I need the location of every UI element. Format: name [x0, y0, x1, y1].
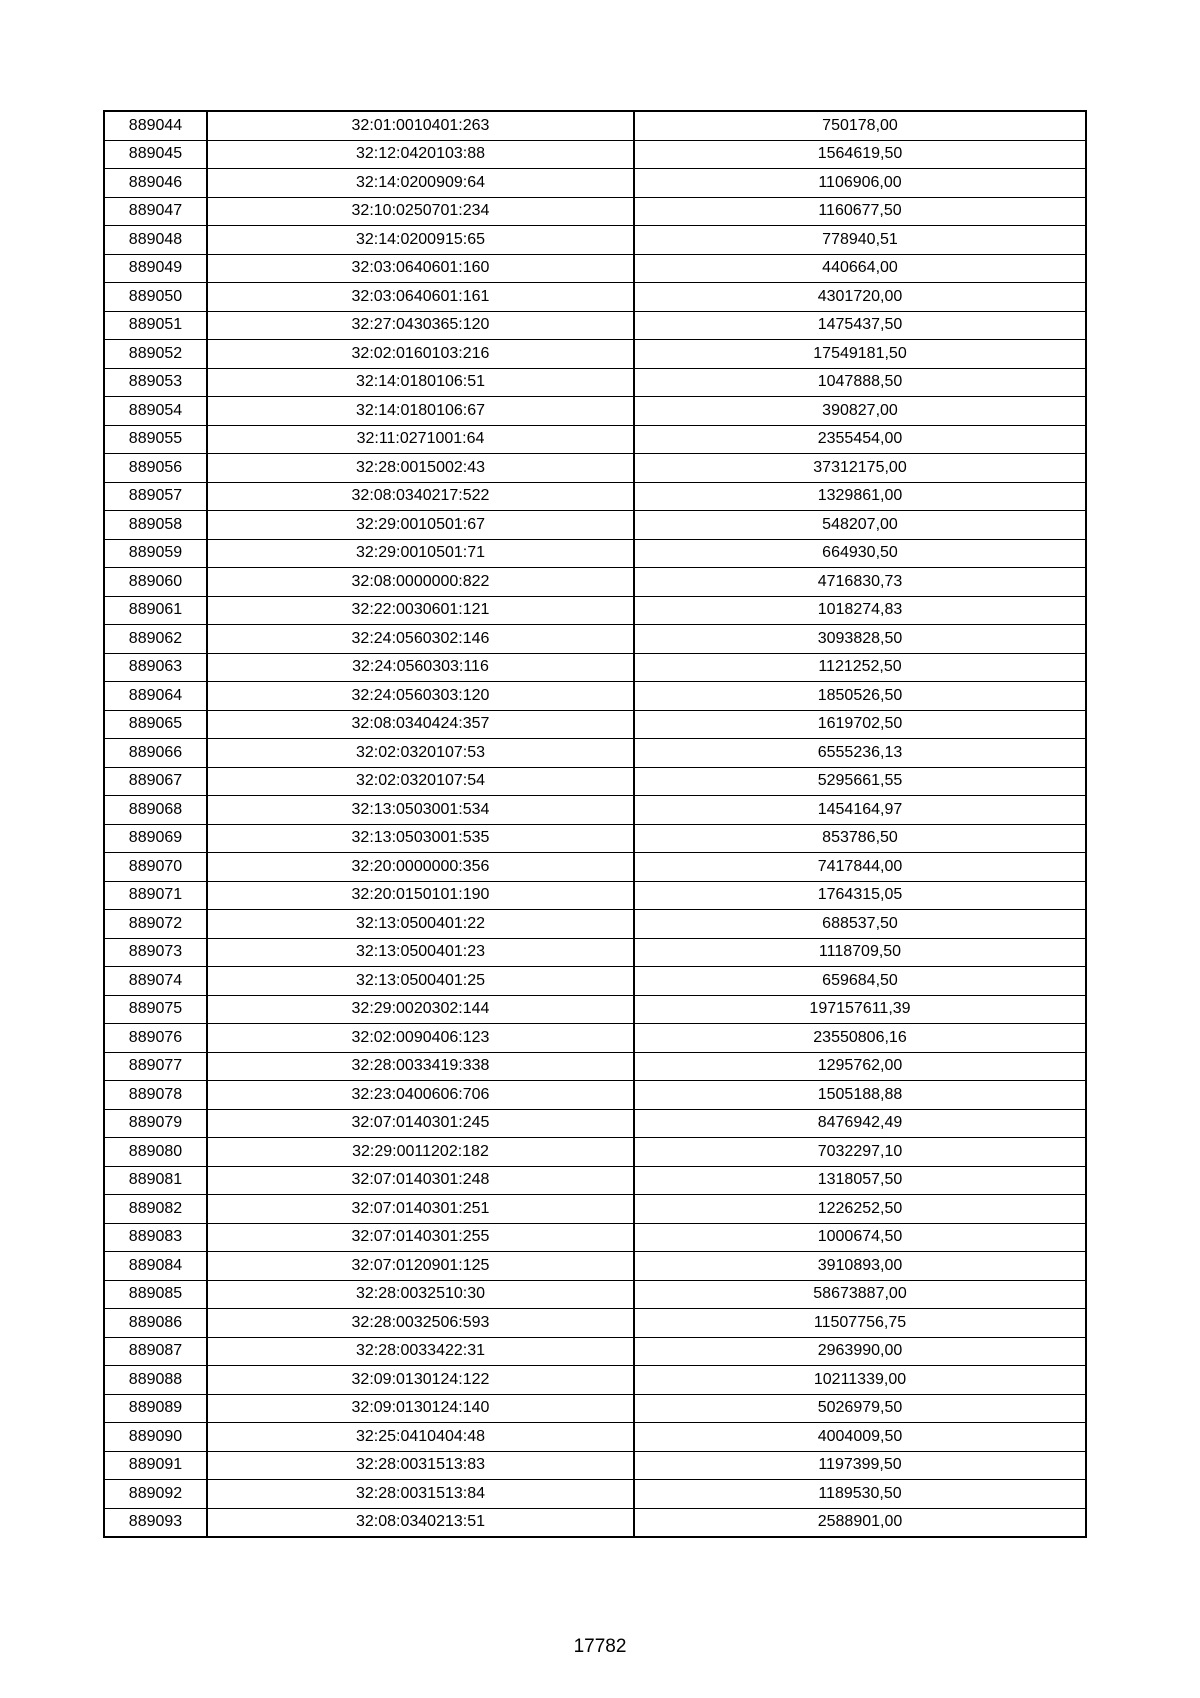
row-id-cell: 889076	[104, 1024, 207, 1053]
row-id-cell: 889082	[104, 1195, 207, 1224]
row-id-cell: 889048	[104, 226, 207, 255]
cadastral-number-cell: 32:28:0032506:593	[207, 1309, 634, 1338]
cadastral-number-cell: 32:11:0271001:64	[207, 425, 634, 454]
value-cell: 2588901,00	[634, 1508, 1086, 1537]
cadastral-number-cell: 32:28:0031513:83	[207, 1451, 634, 1480]
value-cell: 1226252,50	[634, 1195, 1086, 1224]
row-id-cell: 889072	[104, 910, 207, 939]
value-cell: 390827,00	[634, 397, 1086, 426]
page-number: 17782	[573, 1636, 627, 1657]
cadastral-number-cell: 32:08:0340217:522	[207, 482, 634, 511]
cadastral-number-cell: 32:24:0560303:120	[207, 682, 634, 711]
value-cell: 4004009,50	[634, 1423, 1086, 1452]
value-cell: 8476942,49	[634, 1109, 1086, 1138]
row-id-cell: 889059	[104, 539, 207, 568]
table-row	[104, 197, 1086, 226]
cadastral-number-cell: 32:28:0032510:30	[207, 1280, 634, 1309]
value-cell: 1454164,97	[634, 796, 1086, 825]
row-id-cell: 889051	[104, 311, 207, 340]
value-cell: 1106906,00	[634, 169, 1086, 198]
table-row	[104, 169, 1086, 198]
value-cell: 7032297,10	[634, 1138, 1086, 1167]
row-id-cell: 889053	[104, 368, 207, 397]
table-row	[104, 881, 1086, 910]
row-id-cell: 889092	[104, 1480, 207, 1509]
value-cell: 1850526,50	[634, 682, 1086, 711]
cadastral-number-cell: 32:24:0560302:146	[207, 625, 634, 654]
row-id-cell: 889060	[104, 568, 207, 597]
row-id-cell: 889089	[104, 1394, 207, 1423]
value-cell: 3093828,50	[634, 625, 1086, 654]
table-row	[104, 1309, 1086, 1338]
row-id-cell: 889050	[104, 283, 207, 312]
cadastral-number-cell: 32:08:0000000:822	[207, 568, 634, 597]
value-cell: 197157611,39	[634, 995, 1086, 1024]
row-id-cell: 889061	[104, 596, 207, 625]
value-cell: 2963990,00	[634, 1337, 1086, 1366]
value-cell: 1329861,00	[634, 482, 1086, 511]
cadastral-number-cell: 32:29:0011202:182	[207, 1138, 634, 1167]
row-id-cell: 889090	[104, 1423, 207, 1452]
value-cell: 1318057,50	[634, 1166, 1086, 1195]
cadastral-number-cell: 32:28:0033422:31	[207, 1337, 634, 1366]
cadastral-number-cell: 32:02:0320107:54	[207, 767, 634, 796]
row-id-cell: 889087	[104, 1337, 207, 1366]
value-cell: 1295762,00	[634, 1052, 1086, 1081]
table-row	[104, 625, 1086, 654]
row-id-cell: 889044	[104, 111, 207, 140]
value-cell: 750178,00	[634, 111, 1086, 140]
table-body	[104, 111, 1086, 1537]
cadastral-number-cell: 32:07:0140301:248	[207, 1166, 634, 1195]
value-cell: 1475437,50	[634, 311, 1086, 340]
row-id-cell: 889079	[104, 1109, 207, 1138]
table-row	[104, 397, 1086, 426]
cadastral-number-cell: 32:08:0340424:357	[207, 710, 634, 739]
cadastral-number-cell: 32:14:0180106:67	[207, 397, 634, 426]
cadastral-number-cell: 32:09:0130124:122	[207, 1366, 634, 1395]
table-row	[104, 796, 1086, 825]
table-row	[104, 111, 1086, 140]
row-id-cell: 889084	[104, 1252, 207, 1281]
table-row	[104, 482, 1086, 511]
row-id-cell: 889081	[104, 1166, 207, 1195]
value-cell: 4716830,73	[634, 568, 1086, 597]
value-cell: 2355454,00	[634, 425, 1086, 454]
table-row	[104, 1166, 1086, 1195]
table-row	[104, 1423, 1086, 1452]
row-id-cell: 889052	[104, 340, 207, 369]
cadastral-number-cell: 32:14:0200915:65	[207, 226, 634, 255]
value-cell: 1505188,88	[634, 1081, 1086, 1110]
table-row	[104, 568, 1086, 597]
row-id-cell: 889064	[104, 682, 207, 711]
table-row	[104, 283, 1086, 312]
value-cell: 7417844,00	[634, 853, 1086, 882]
cadastral-number-cell: 32:03:0640601:160	[207, 254, 634, 283]
table-row	[104, 539, 1086, 568]
table-row	[104, 1280, 1086, 1309]
table-row	[104, 226, 1086, 255]
cadastral-number-cell: 32:20:0150101:190	[207, 881, 634, 910]
table-row	[104, 853, 1086, 882]
row-id-cell: 889085	[104, 1280, 207, 1309]
cadastral-number-cell: 32:10:0250701:234	[207, 197, 634, 226]
value-cell: 548207,00	[634, 511, 1086, 540]
value-cell: 1197399,50	[634, 1451, 1086, 1480]
table-row	[104, 1508, 1086, 1537]
row-id-cell: 889073	[104, 938, 207, 967]
value-cell: 4301720,00	[634, 283, 1086, 312]
cadastral-number-cell: 32:28:0031513:84	[207, 1480, 634, 1509]
value-cell: 1189530,50	[634, 1480, 1086, 1509]
table-row	[104, 1451, 1086, 1480]
value-cell: 1160677,50	[634, 197, 1086, 226]
table-row	[104, 454, 1086, 483]
row-id-cell: 889063	[104, 653, 207, 682]
value-cell: 853786,50	[634, 824, 1086, 853]
cadastral-number-cell: 32:28:0033419:338	[207, 1052, 634, 1081]
value-cell: 440664,00	[634, 254, 1086, 283]
table-row	[104, 425, 1086, 454]
value-cell: 11507756,75	[634, 1309, 1086, 1338]
value-cell: 3910893,00	[634, 1252, 1086, 1281]
cadastral-number-cell: 32:02:0160103:216	[207, 340, 634, 369]
cadastral-number-cell: 32:01:0010401:263	[207, 111, 634, 140]
cadastral-number-cell: 32:13:0500401:22	[207, 910, 634, 939]
row-id-cell: 889077	[104, 1052, 207, 1081]
row-id-cell: 889055	[104, 425, 207, 454]
row-id-cell: 889045	[104, 140, 207, 169]
table-row	[104, 682, 1086, 711]
value-cell: 688537,50	[634, 910, 1086, 939]
table-row	[104, 1394, 1086, 1423]
cadastral-number-cell: 32:03:0640601:161	[207, 283, 634, 312]
value-cell: 17549181,50	[634, 340, 1086, 369]
cadastral-number-cell: 32:12:0420103:88	[207, 140, 634, 169]
value-cell: 1764315,05	[634, 881, 1086, 910]
value-cell: 5295661,55	[634, 767, 1086, 796]
row-id-cell: 889083	[104, 1223, 207, 1252]
table-row	[104, 739, 1086, 768]
value-cell: 5026979,50	[634, 1394, 1086, 1423]
cadastral-number-cell: 32:13:0500401:25	[207, 967, 634, 996]
value-cell: 1047888,50	[634, 368, 1086, 397]
row-id-cell: 889086	[104, 1309, 207, 1338]
row-id-cell: 889057	[104, 482, 207, 511]
cadastral-number-cell: 32:13:0500401:23	[207, 938, 634, 967]
cadastral-number-cell: 32:07:0140301:245	[207, 1109, 634, 1138]
row-id-cell: 889066	[104, 739, 207, 768]
table-row	[104, 140, 1086, 169]
row-id-cell: 889056	[104, 454, 207, 483]
row-id-cell: 889075	[104, 995, 207, 1024]
cadastral-number-cell: 32:29:0010501:67	[207, 511, 634, 540]
value-cell: 659684,50	[634, 967, 1086, 996]
row-id-cell: 889065	[104, 710, 207, 739]
table-row	[104, 1052, 1086, 1081]
cadastral-number-cell: 32:23:0400606:706	[207, 1081, 634, 1110]
value-cell: 1118709,50	[634, 938, 1086, 967]
value-cell: 1121252,50	[634, 653, 1086, 682]
table-row	[104, 368, 1086, 397]
value-cell: 6555236,13	[634, 739, 1086, 768]
table-row	[104, 596, 1086, 625]
row-id-cell: 889068	[104, 796, 207, 825]
table-row	[104, 1109, 1086, 1138]
row-id-cell: 889046	[104, 169, 207, 198]
cadastral-number-cell: 32:14:0180106:51	[207, 368, 634, 397]
row-id-cell: 889067	[104, 767, 207, 796]
table-row	[104, 938, 1086, 967]
cadastral-number-cell: 32:13:0503001:534	[207, 796, 634, 825]
table-row	[104, 1252, 1086, 1281]
row-id-cell: 889058	[104, 511, 207, 540]
cadastral-number-cell: 32:22:0030601:121	[207, 596, 634, 625]
value-cell: 664930,50	[634, 539, 1086, 568]
row-id-cell: 889088	[104, 1366, 207, 1395]
row-id-cell: 889054	[104, 397, 207, 426]
cadastral-number-cell: 32:27:0430365:120	[207, 311, 634, 340]
value-cell: 37312175,00	[634, 454, 1086, 483]
cadastral-value-table	[103, 110, 1087, 1538]
table-row	[104, 254, 1086, 283]
value-cell: 778940,51	[634, 226, 1086, 255]
row-id-cell: 889074	[104, 967, 207, 996]
cadastral-number-cell: 32:29:0010501:71	[207, 539, 634, 568]
table-row	[104, 1480, 1086, 1509]
value-cell: 1619702,50	[634, 710, 1086, 739]
value-cell: 23550806,16	[634, 1024, 1086, 1053]
table-row	[104, 340, 1086, 369]
table-row	[104, 967, 1086, 996]
cadastral-number-cell: 32:09:0130124:140	[207, 1394, 634, 1423]
row-id-cell: 889069	[104, 824, 207, 853]
row-id-cell: 889080	[104, 1138, 207, 1167]
row-id-cell: 889070	[104, 853, 207, 882]
value-cell: 58673887,00	[634, 1280, 1086, 1309]
cadastral-number-cell: 32:07:0140301:251	[207, 1195, 634, 1224]
cadastral-number-cell: 32:25:0410404:48	[207, 1423, 634, 1452]
table-row	[104, 1337, 1086, 1366]
value-cell: 1000674,50	[634, 1223, 1086, 1252]
row-id-cell: 889049	[104, 254, 207, 283]
row-id-cell: 889047	[104, 197, 207, 226]
table-row	[104, 1138, 1086, 1167]
table-row	[104, 710, 1086, 739]
table-row	[104, 1223, 1086, 1252]
cadastral-number-cell: 32:14:0200909:64	[207, 169, 634, 198]
value-cell: 1018274,83	[634, 596, 1086, 625]
cadastral-number-cell: 32:24:0560303:116	[207, 653, 634, 682]
cadastral-number-cell: 32:07:0120901:125	[207, 1252, 634, 1281]
table-row	[104, 824, 1086, 853]
row-id-cell: 889062	[104, 625, 207, 654]
table-row	[104, 995, 1086, 1024]
cadastral-number-cell: 32:20:0000000:356	[207, 853, 634, 882]
table-row	[104, 1366, 1086, 1395]
row-id-cell: 889078	[104, 1081, 207, 1110]
cadastral-number-cell: 32:08:0340213:51	[207, 1508, 634, 1537]
row-id-cell: 889091	[104, 1451, 207, 1480]
cadastral-number-cell: 32:29:0020302:144	[207, 995, 634, 1024]
row-id-cell: 889093	[104, 1508, 207, 1537]
cadastral-number-cell: 32:02:0320107:53	[207, 739, 634, 768]
table-row	[104, 767, 1086, 796]
table-row	[104, 311, 1086, 340]
value-cell: 10211339,00	[634, 1366, 1086, 1395]
table-row	[104, 1024, 1086, 1053]
cadastral-number-cell: 32:13:0503001:535	[207, 824, 634, 853]
cadastral-number-cell: 32:28:0015002:43	[207, 454, 634, 483]
table-row	[104, 1195, 1086, 1224]
table-row	[104, 1081, 1086, 1110]
cadastral-number-cell: 32:02:0090406:123	[207, 1024, 634, 1053]
table-row	[104, 910, 1086, 939]
cadastral-number-cell: 32:07:0140301:255	[207, 1223, 634, 1252]
table-row	[104, 653, 1086, 682]
table-row	[104, 511, 1086, 540]
row-id-cell: 889071	[104, 881, 207, 910]
value-cell: 1564619,50	[634, 140, 1086, 169]
